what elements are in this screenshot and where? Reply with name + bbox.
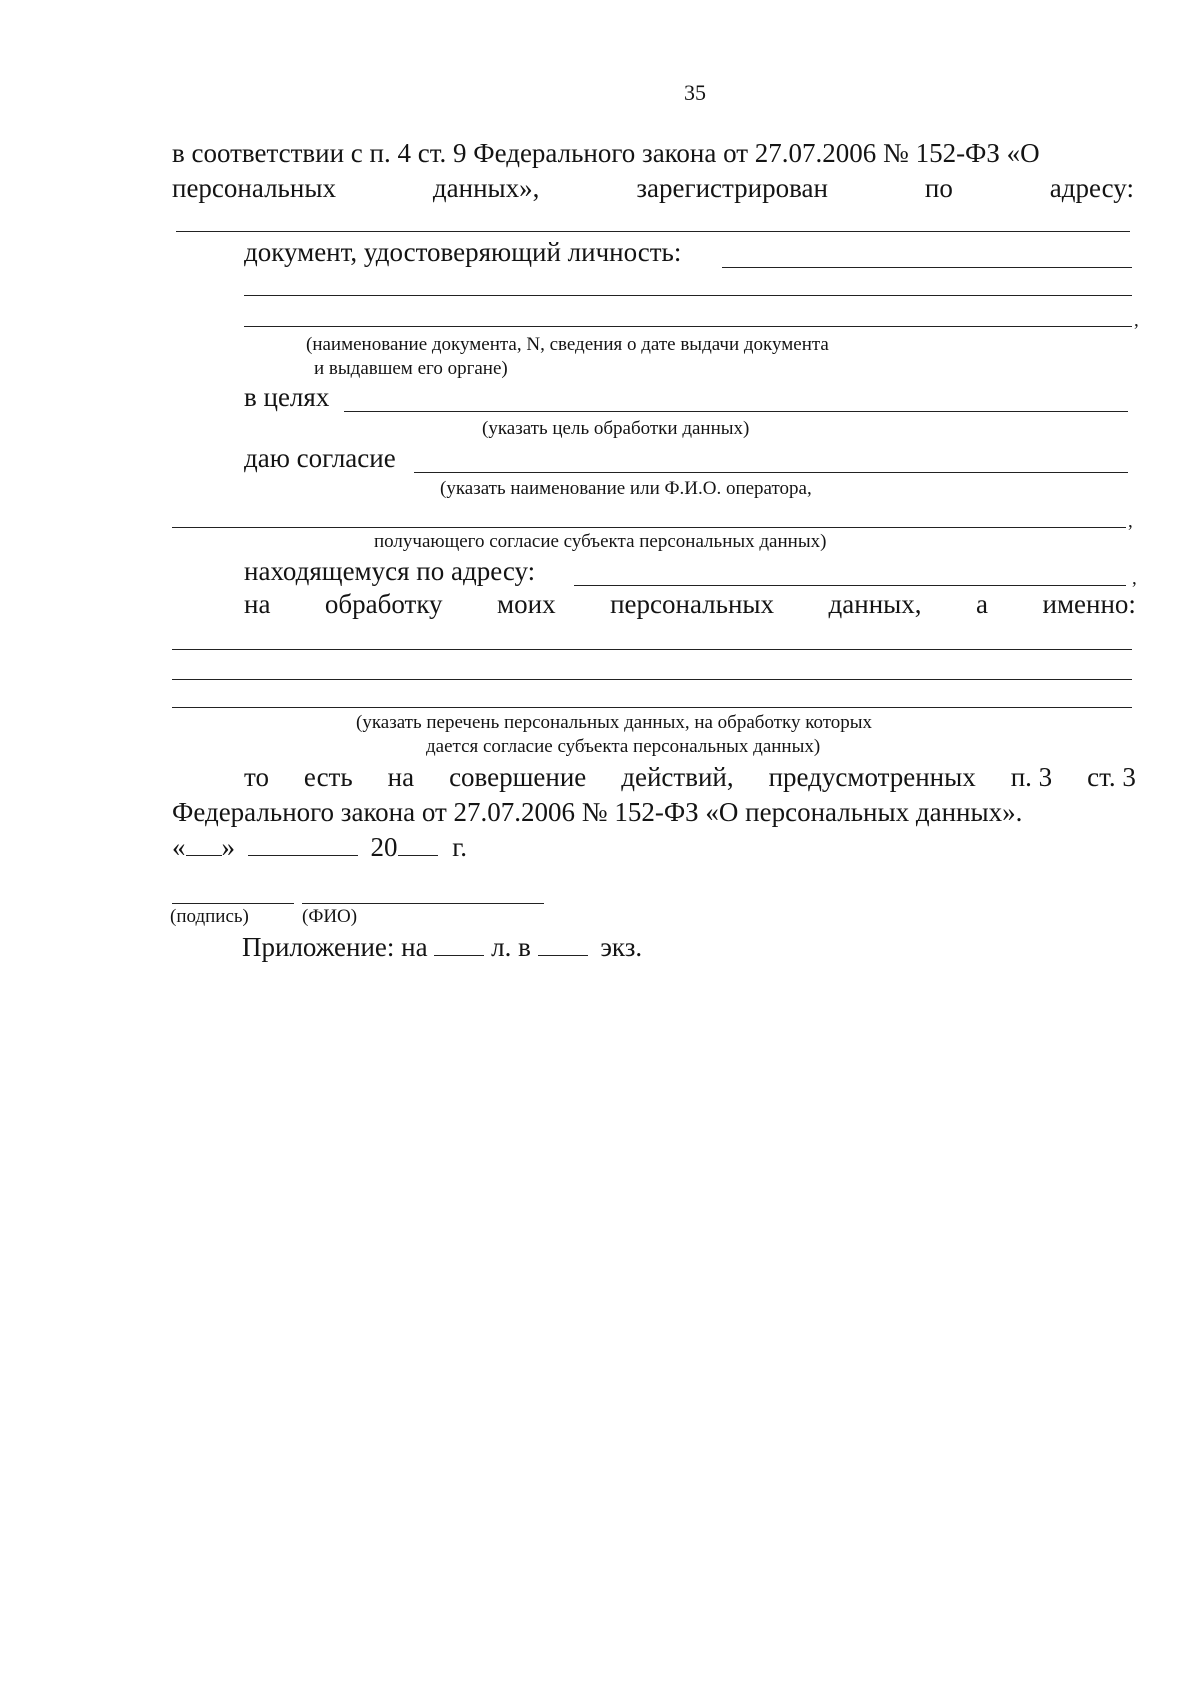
day-blank: [186, 833, 222, 856]
attachment-line: [242, 932, 642, 963]
attachment-prefix: Приложение: на: [242, 932, 428, 962]
actions-word: есть: [303, 762, 353, 792]
intro-line-1: в соответствии с п. 4 ст. 9 Федерального закона от 27.07.2006 № 152-ФЗ «О: [172, 138, 1040, 168]
intro-word: персональных: [172, 173, 336, 203]
intro-word: данных»,: [432, 173, 540, 203]
data-list-blank-line: [172, 679, 1132, 680]
actions-line-1: [244, 762, 1136, 793]
actions-word: действий,: [621, 762, 734, 792]
processing-hint-1: (указать перечень персональных данных, на обработку которых: [356, 712, 873, 733]
month-blank: [248, 833, 358, 856]
fio-blank-line: [302, 903, 544, 904]
year-blank: [398, 833, 438, 856]
sheets-blank: [434, 933, 484, 956]
attachment-suffix: экз.: [600, 932, 643, 962]
actions-line-2: Федерального закона от 27.07.2006 № 152-ФЗ «О персональных данных».: [172, 797, 1023, 827]
page-number: 35: [684, 80, 706, 105]
year-prefix: 20: [370, 832, 398, 862]
identity-doc-hint-1: (наименование документа, N, сведения о дате выдачи документа: [306, 334, 829, 355]
attachment-middle: л. в: [491, 932, 531, 962]
consent-hint-2: получающего согласие субъекта персональных данных): [374, 531, 827, 552]
signature-blank-line: [172, 903, 294, 904]
purpose-label: в целях: [244, 382, 330, 412]
actions-word: п. 3: [1010, 762, 1053, 792]
processing-word: на: [244, 589, 271, 619]
actions-word: на: [387, 762, 415, 792]
operator-address-blank-line: [574, 585, 1126, 586]
operator-blank-line: [172, 527, 1126, 528]
date-close-quote: »: [221, 832, 235, 862]
year-suffix: г.: [452, 832, 468, 862]
intro-word: зарегистрирован: [636, 173, 828, 203]
date-open-quote: «: [172, 832, 186, 862]
actions-word: ст. 3: [1087, 762, 1136, 792]
purpose-hint: (указать цель обработки данных): [482, 418, 750, 439]
processing-hint-2: дается согласие субъекта персональных данных): [426, 736, 821, 757]
intro-word: адресу:: [1049, 173, 1134, 203]
address-blank-line: [176, 231, 1130, 232]
identity-doc-comma: ,: [1134, 310, 1139, 331]
consent-hint-1: (указать наименование или Ф.И.О. оператора,: [440, 478, 812, 499]
identity-doc-hint-2: и выдавшем его органе): [314, 358, 508, 379]
copies-blank: [538, 933, 588, 956]
actions-word: предусмотренных: [768, 762, 976, 792]
intro-line-2: [172, 173, 1134, 204]
processing-line: [244, 589, 1136, 620]
processing-word: моих: [497, 589, 556, 619]
data-list-blank-line: [172, 649, 1132, 650]
processing-word: обработку: [324, 589, 443, 619]
data-list-blank-line: [172, 707, 1132, 708]
identity-doc-blank-line: [244, 326, 1132, 327]
address-comma: ,: [1132, 568, 1137, 589]
processing-word: а: [976, 589, 989, 619]
processing-word: персональных: [610, 589, 775, 619]
consent-label: даю согласие: [244, 443, 396, 473]
identity-doc-label: документ, удостоверяющий личность:: [244, 237, 682, 267]
operator-blank-line: [414, 472, 1128, 473]
date-line: [172, 832, 467, 863]
purpose-blank-line: [344, 411, 1128, 412]
intro-word: по: [924, 173, 953, 203]
fio-label: (ФИО): [302, 906, 358, 927]
processing-word: именно:: [1042, 589, 1136, 619]
processing-word: данных,: [828, 589, 922, 619]
actions-word: то: [244, 762, 269, 792]
consent-comma: ,: [1128, 511, 1133, 532]
signature-label: (подпись): [170, 906, 249, 927]
address-label: находящемуся по адресу:: [244, 556, 536, 586]
actions-word: совершение: [449, 762, 587, 792]
identity-doc-blank-line: [244, 295, 1132, 296]
identity-doc-blank-line: [722, 267, 1132, 268]
